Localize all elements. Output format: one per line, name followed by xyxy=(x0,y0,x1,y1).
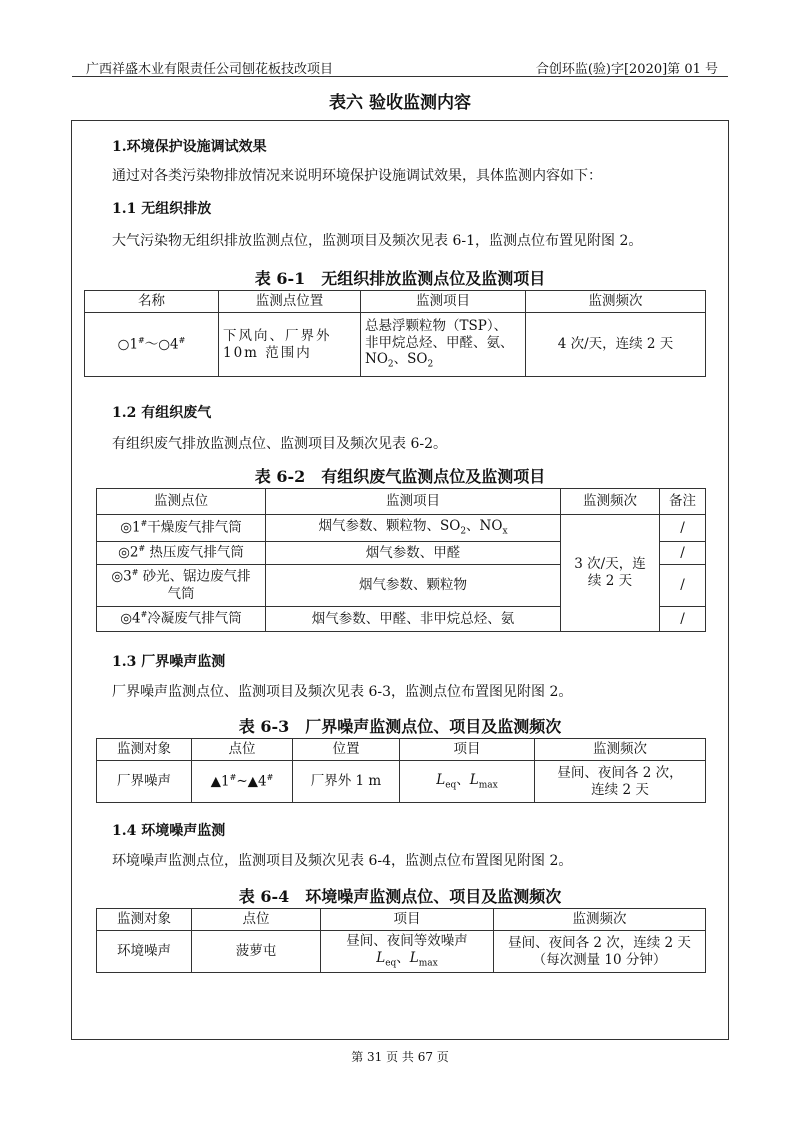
table-header-cell: 监测频次 xyxy=(535,739,706,761)
table-cell-name: ○1#～○4# xyxy=(85,313,219,377)
table-cell-position: 下风向、厂界外 10m 范围内 xyxy=(219,313,361,377)
section-1-text: 通过对各类污染物排放情况来说明环境保护设施调试效果，具体监测内容如下： xyxy=(112,168,602,184)
table-cell-items: 烟气参数、颗粒物 xyxy=(266,565,561,607)
table-header-cell: 点位 xyxy=(192,739,293,761)
table-cell-object: 环境噪声 xyxy=(97,931,192,973)
table-6-3-caption: 表 6-3 厂界噪声监测点位、项目及监测频次 xyxy=(238,717,562,736)
table-cell-point: ◎2# 热压废气排气筒 xyxy=(97,542,266,565)
table-6-2-caption: 表 6-2 有组织废气监测点位及监测项目 xyxy=(254,467,546,486)
table-cell-position: 厂界外 1 m xyxy=(293,761,400,803)
table-cell-items: 烟气参数、甲醛、非甲烷总烃、氨 xyxy=(266,607,561,632)
table-header-cell: 备注 xyxy=(660,489,706,515)
section-1-2-title: 1.2 有组织废气 xyxy=(112,405,212,421)
table-cell-frequency: 昼间、夜间各 2 次，连续 2 天 （每次测量 10 分钟） xyxy=(494,931,706,973)
table-cell-note: / xyxy=(660,607,706,632)
table-cell-object: 厂界噪声 xyxy=(97,761,192,803)
section-1-4-text: 环境噪声监测点位，监测项目及频次见表 6-4，监测点位布置图见附图 2。 xyxy=(112,853,573,869)
table-cell-note: / xyxy=(660,515,706,542)
table-header-cell: 监测点位置 xyxy=(219,291,361,313)
table-header-cell: 监测点位 xyxy=(97,489,266,515)
table-6-1 xyxy=(84,290,706,377)
table-6-2 xyxy=(96,488,706,632)
table-cell-items: 烟气参数、颗粒物、$SO_2$、$NO_x$ xyxy=(266,515,561,542)
table-header-cell: 监测频次 xyxy=(526,291,706,313)
table-header-cell: 监测项目 xyxy=(361,291,526,313)
section-1-3-title: 1.3 厂界噪声监测 xyxy=(112,654,226,670)
table-header-cell: 监测对象 xyxy=(97,739,192,761)
header-project-name: 广西祥盛木业有限责任公司刨花板技改项目 xyxy=(86,62,334,77)
table-row xyxy=(97,931,706,973)
table-header-cell: 项目 xyxy=(321,909,494,931)
section-1-2-text: 有组织废气排放监测点位、监测项目及频次见表 6-2。 xyxy=(112,436,447,452)
table-cell-items: 烟气参数、甲醛 xyxy=(266,542,561,565)
table-cell-point: ▲1#~▲4# xyxy=(192,761,293,803)
section-1-1-text: 大气污染物无组织排放监测点位，监测项目及频次见表 6-1，监测点位布置见附图 2。 xyxy=(112,233,643,249)
section-1-4-title: 1.4 环境噪声监测 xyxy=(112,823,226,839)
table-header-cell: 监测频次 xyxy=(561,489,660,515)
table-cell-point: 菠萝屯 xyxy=(192,931,321,973)
table-cell-items: 总悬浮颗粒物（TSP）、 非甲烷总烃、甲醛、氨、 $NO_2$、$SO_2$ xyxy=(361,313,526,377)
section-1-title: 1.环境保护设施调试效果 xyxy=(112,139,267,155)
table-header-cell: 名称 xyxy=(85,291,219,313)
table-header-cell: 点位 xyxy=(192,909,321,931)
table-6-3 xyxy=(96,738,706,803)
header-report-number: 合创环监(验)字[2020]第 01 号 xyxy=(535,62,718,77)
table-header-cell: 位置 xyxy=(293,739,400,761)
table-cell-item: $L_{eq}$、$L_{max}$ xyxy=(400,761,535,803)
table-cell-point: ◎3# 砂光、锯边废气排 气筒 xyxy=(97,565,266,607)
table-cell-frequency: 3 次/天，连 续 2 天 xyxy=(561,515,660,632)
section-1-1-title: 1.1 无组织排放 xyxy=(112,201,212,217)
table-header-cell: 监测对象 xyxy=(97,909,192,931)
table-cell-item: 昼间、夜间等效噪声 $L_{eq}$、$L_{max}$ xyxy=(321,931,494,973)
table-6-4-caption: 表 6-4 环境噪声监测点位、项目及监测频次 xyxy=(238,887,562,906)
table-6-1-caption: 表 6-1 无组织排放监测点位及监测项目 xyxy=(254,269,546,288)
table-header-cell: 监测项目 xyxy=(266,489,561,515)
table-cell-point: ◎4#冷凝废气排气筒 xyxy=(97,607,266,632)
table-header-cell: 监测频次 xyxy=(494,909,706,931)
table-6-4 xyxy=(96,908,706,973)
table-cell-note: / xyxy=(660,542,706,565)
table-row xyxy=(97,761,706,803)
page-title: 表六 验收监测内容 xyxy=(329,93,471,113)
table-cell-point: ◎1#干燥废气排气筒 xyxy=(97,515,266,542)
table-cell-note: / xyxy=(660,565,706,607)
page-header xyxy=(72,56,728,77)
page-footer: 第 31 页 共 67 页 xyxy=(351,1050,449,1064)
table-cell-frequency: 4 次/天，连续 2 天 xyxy=(526,313,706,377)
table-cell-frequency: 昼间、夜间各 2 次， 连续 2 天 xyxy=(535,761,706,803)
section-1-3-text: 厂界噪声监测点位、监测项目及频次见表 6-3，监测点位布置图见附图 2。 xyxy=(112,684,573,700)
table-row xyxy=(97,515,706,542)
table-header-cell: 项目 xyxy=(400,739,535,761)
